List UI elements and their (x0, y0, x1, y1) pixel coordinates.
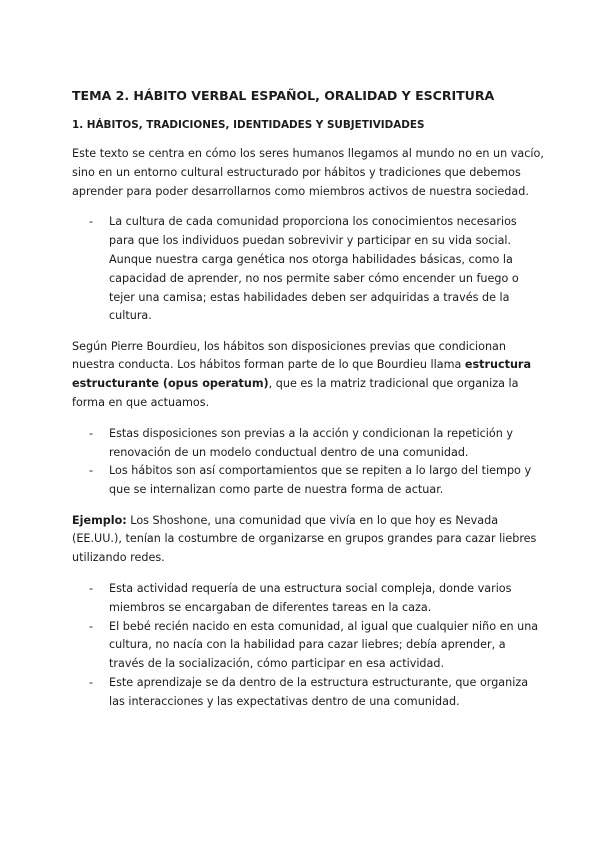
example-label: Ejemplo: (72, 513, 127, 527)
example-paragraph (72, 512, 550, 568)
list-item-text: La cultura de cada comunidad proporciona los conocimientos necesarios para que los individuos puedan sobrevivir y participar en su vida social. Aunque nuestra carga genética nos otorga habilidades básicas, como la capacidad de aprender, no nos permite saber cómo encender un fuego o tejer una camisa; estas habilidades deben ser adquiridas a través de la cultura. (109, 215, 519, 323)
bullet-dash: - (89, 464, 94, 478)
example-list (72, 580, 550, 712)
example-text: Los Shoshone, una comunidad que vivía en lo que hoy es Nevada (EE.UU.), tenían la costumbre de organizarse en grupos grandes para cazar liebres utilizando redes. (72, 513, 537, 565)
list-item-text: Esta actividad requería de una estructura social compleja, donde varios miembros se encargaban de diferentes tareas en la caza. (109, 581, 512, 614)
list-item (72, 462, 550, 500)
bourdieu-text-after: , que es la matriz tradicional que organiza la forma en que actuamos. (72, 377, 519, 410)
section-heading: 1. HÁBITOS, TRADICIONES, IDENTIDADES Y SUBJETIVIDADES (72, 119, 425, 131)
list-item-text: Este aprendizaje se da dentro de la estructura estructurante, que organiza las interacciones y las expectativas dentro de una comunidad. (109, 675, 529, 708)
list-item (72, 580, 550, 618)
bullet-dash: - (89, 426, 94, 440)
list-item (72, 674, 550, 712)
list-item (72, 213, 550, 326)
habits-list (72, 425, 550, 500)
bullet-dash: - (89, 619, 94, 633)
list-item-text: Los hábitos son así comportamientos que se repiten a lo largo del tiempo y que se internalizan como parte de nuestra forma de actuar. (109, 464, 532, 497)
bullet-dash: - (89, 675, 94, 689)
bourdieu-text-before: Según Pierre Bourdieu, los hábitos son disposiciones previas que condicionan nuestra conducta. Los hábitos forman parte de lo que Bourdieu llama (72, 339, 507, 372)
list-item (72, 425, 550, 463)
bullet-dash: - (89, 215, 94, 229)
intro-paragraph: Este texto se centra en cómo los seres humanos llegamos al mundo no en un vacío, sino en un entorno cultural estructurado por hábitos y tradiciones que debemos aprender para poder desarrollarnos como miembros activos de nuestra sociedad. (72, 147, 544, 198)
culture-list (72, 213, 550, 326)
bullet-dash: - (89, 581, 94, 595)
list-item-text: Estas disposiciones son previas a la acción y condicionan la repetición y renovación de un modelo conductual dentro de una comunidad. (109, 426, 514, 459)
document-title: TEMA 2. HÁBITO VERBAL ESPAÑOL, ORALIDAD Y ESCRITURA (72, 88, 495, 103)
bourdieu-paragraph (72, 338, 550, 413)
list-item (72, 618, 550, 674)
list-item-text: El bebé recién nacido en esta comunidad, al igual que cualquier niño en una cultura, no nacía con la habilidad para cazar liebres; debía aprender, a través de la socialización, cómo participar en esa actividad. (109, 619, 539, 671)
bourdieu-bold-term: estructura estructurante (opus operatum) (72, 358, 531, 391)
